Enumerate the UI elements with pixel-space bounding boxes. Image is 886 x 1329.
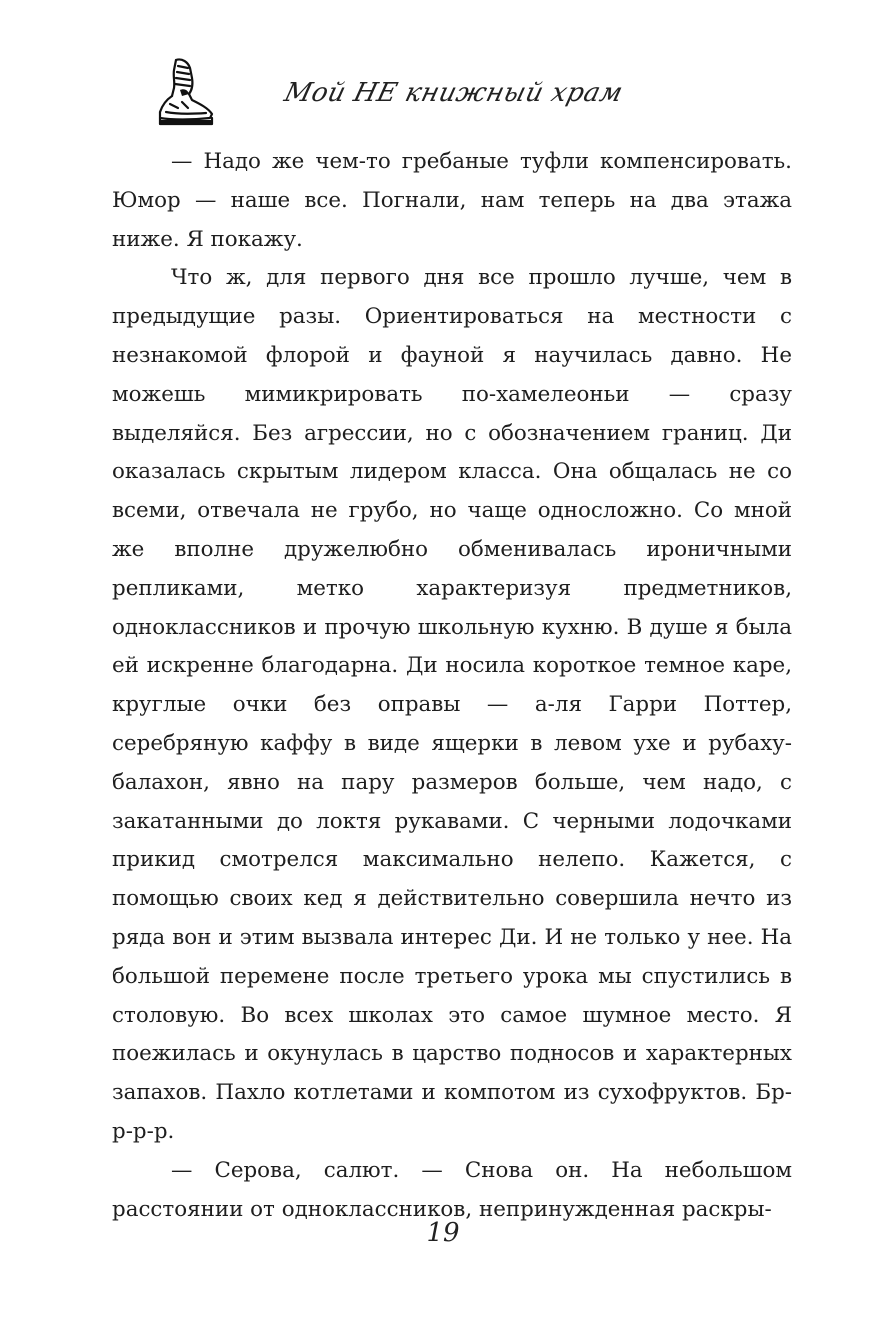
paragraph: — Серова, салют. — Снова он. На небольшом расстоянии от одноклассников, непринужденная раскры- bbox=[112, 1157, 792, 1222]
page-number: 19 bbox=[426, 1218, 460, 1248]
page-header bbox=[150, 56, 670, 136]
paragraph: Что ж, для первого дня все прошло лучше, чем в предыдущие разы. Ориентироваться на местности с незнакомой флорой и фауной я научилась давно. Не можешь мимикрировать по-хамелеоньи — сразу выделяйся. Без агрессии, но с обозначением границ. Ди оказалась скрытым лидером класса. Она общалась не со всеми, отвечала не грубо, но чаще односложно. Со мной же вполне дружелюбно обменивалась ироничными репликами, метко характеризуя предметников, одноклассников и прочую школьную кухню. В душе я была ей искренне благодарна. Ди носила короткое темное каре, круглые очки без оправы — а-ля Гарри Поттер, серебряную каффу в виде ящерки в левом ухе и рубаху-балахон, явно на пару размеров больше, чем надо, с закатанными до локтя рукавами. С черными лодочками прикид смотрелся максимально нелепо. Кажется, с помощью своих кед я действительно совершила нечто из ряда вон и этим вызвала интерес Ди. И не только у нее. На большой перемене после третьего урока мы спустились в столовую. Во всех школах это самое шумное место. Я поежилась и окунулась в царство подносов и характерных запахов. Пахло котлетами и компотом из сухофруктов. Бр-р-р-р. bbox=[112, 265, 792, 1144]
body-text bbox=[112, 143, 792, 1229]
running-title: Мой НЕ книжный храм bbox=[281, 78, 627, 108]
paragraph: — Надо же чем-то гребаные туфли компенсировать. Юмор — наше все. Погнали, нам теперь на два этажа ниже. Я покажу. bbox=[112, 149, 792, 252]
sneaker-icon bbox=[152, 56, 214, 134]
